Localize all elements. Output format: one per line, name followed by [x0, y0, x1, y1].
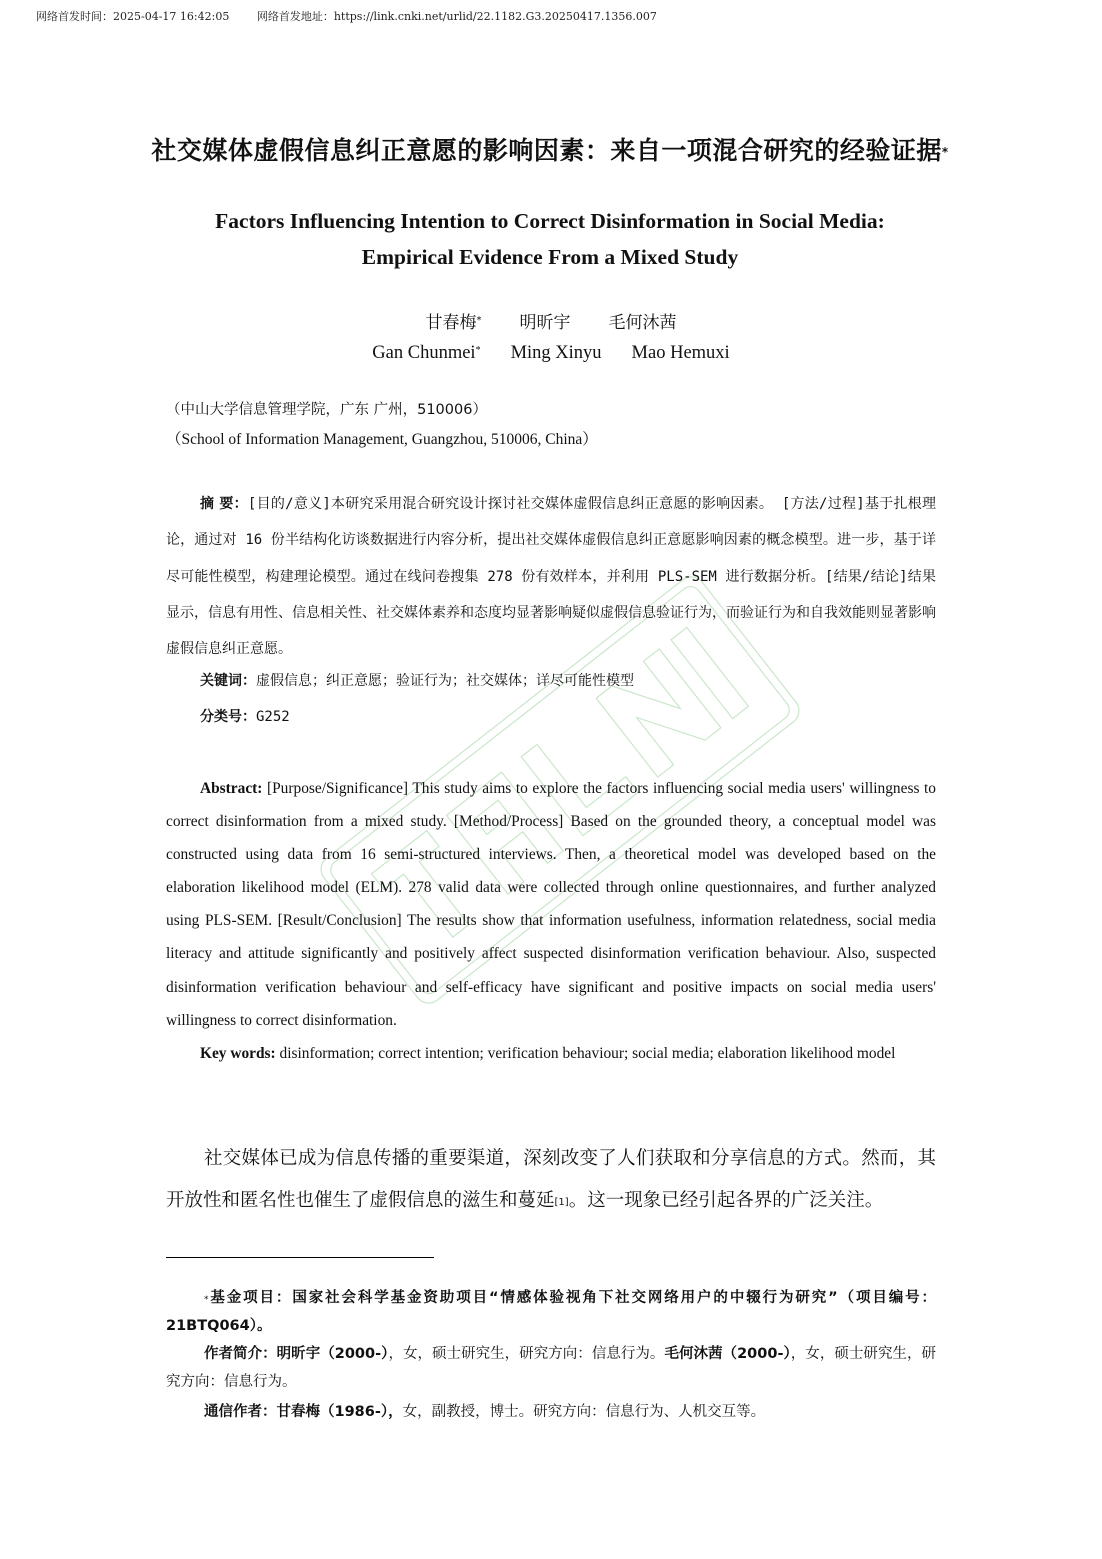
author-en: Gan Chunmei*: [372, 343, 481, 363]
footnote-author-bio: 作者简介：明昕宇（2000-），女，硕士研究生，研究方向：信息行为。毛何沐茜（2000-），女，硕士研究生，研究方向：信息行为。: [166, 1346, 937, 1390]
classification-number: [200, 705, 290, 729]
keywords-cn-text: 虚假信息；纠正意愿；验证行为；社交媒体；详尽可能性模型: [256, 673, 634, 689]
abstract-chinese: [166, 486, 936, 667]
footnote-divider: [166, 1257, 434, 1258]
keywords-chinese: [200, 669, 634, 693]
keywords-cn-label: 关键词：: [200, 673, 256, 689]
footnote-corresponding-author: 通信作者：甘春梅（1986-），女，副教授，博士。研究方向：信息行为、人机交互等。: [204, 1404, 766, 1420]
affiliation-english: （School of Information Management, Guangzhou, 510006, China）: [166, 431, 598, 448]
title-fund-mark: *: [941, 145, 949, 159]
keywords-en-label: Key words:: [200, 1045, 276, 1062]
author-en: Ming Xinyu: [510, 343, 602, 363]
footnote-fund: [166, 1284, 936, 1340]
paper-title-english: [140, 203, 960, 275]
fund-text: 基金项目：国家社会科学基金资助项目“情感体验视角下社交网络用户的中辍行为研究”（项目编号：21BTQ064）。: [166, 1290, 936, 1334]
title-en-line-1: Factors Influencing Intention to Correct Disinformation in Social Media:: [215, 209, 885, 233]
authors-chinese: [0, 309, 1102, 337]
author-cn: 毛何沐茜: [608, 313, 677, 333]
author-cn: 甘春梅*: [425, 313, 482, 333]
abstract-english: [166, 772, 936, 1037]
abstract-cn-text: [目的/意义]本研究采用混合研究设计探讨社交媒体虚假信息纠正意愿的影响因素。 [方法/过程]基于扎根理论，通过对 16 份半结构化访谈数据进行内容分析，提出社交媒体虚假信息纠正意愿影响因素的概念模型。进一步，基于详尽可能性模型，构建理论模型。通过在线问卷搜集 278 份有效样本，并利用 PLS-SEM 进行数据分析。[结果/结论]结果显示，信息有用性、信息相关性、社交媒体素养和态度均显著影响疑似虚假信息验证行为，而验证行为和自我效能则显著影响虚假信息纠正意愿。: [166, 496, 936, 658]
body-paragraph-1: 社交媒体已成为信息传播的重要渠道，深刻改变了人们获取和分享信息的方式。然而，其开放性和匿名性也催生了虚假信息的滋生和蔓延[1]。这一现象已经引起各界的广泛关注。: [166, 1148, 936, 1211]
paper-title-chinese: [140, 132, 960, 169]
fund-mark: *: [204, 1295, 209, 1305]
abstract-cn-label: 摘 要：: [200, 496, 248, 512]
classification-text: G252: [256, 709, 290, 725]
author-en: Mao Hemuxi: [631, 343, 730, 363]
affiliation-chinese: （中山大学信息管理学院，广东 广州，510006）: [166, 402, 487, 418]
keywords-en-text: disinformation; correct intention; verification behaviour; social media; elaboration likelihood model: [279, 1045, 896, 1062]
classification-label: 分类号：: [200, 709, 256, 725]
keywords-english: [166, 1037, 936, 1070]
title-en-line-2: Empirical Evidence From a Mixed Study: [361, 245, 739, 269]
author-cn: 明昕宇: [519, 313, 571, 333]
online-publish-time: 网络首发时间：2025-04-17 16:42:05: [36, 10, 230, 23]
citation-ref: [1]: [554, 1197, 569, 1208]
abstract-en-label: Abstract:: [200, 780, 263, 797]
title-cn-text: 社交媒体虚假信息纠正意愿的影响因素：来自一项混合研究的经验证据: [151, 136, 942, 165]
authors-english: [0, 339, 1102, 367]
online-publication-header: [36, 8, 657, 24]
online-publish-url: 网络首发地址：https://link.cnki.net/urlid/22.1182.G3.20250417.1356.007: [256, 10, 657, 23]
abstract-en-text: [Purpose/Significance] This study aims to explore the factors influencing social media users' willingness to correct disinformation from a mixed study. [Method/Process] Based on the grounded theory, a conceptual model was constructed using data from 16 semi-structured interviews. Then, a theoretical model was developed based on the elaboration likelihood model (ELM). 278 valid data were collected through online questionnaires, and further analyzed using PLS-SEM. [Result/Conclusion] The results show that information usefulness, information relatedness, social media literacy and attitude significantly and positively affect suspected disinformation verification behaviour. Also, suspected disinformation verification behaviour and self-efficacy have significant and positive impacts on social media users' willingness to correct disinformation.: [166, 780, 936, 1029]
